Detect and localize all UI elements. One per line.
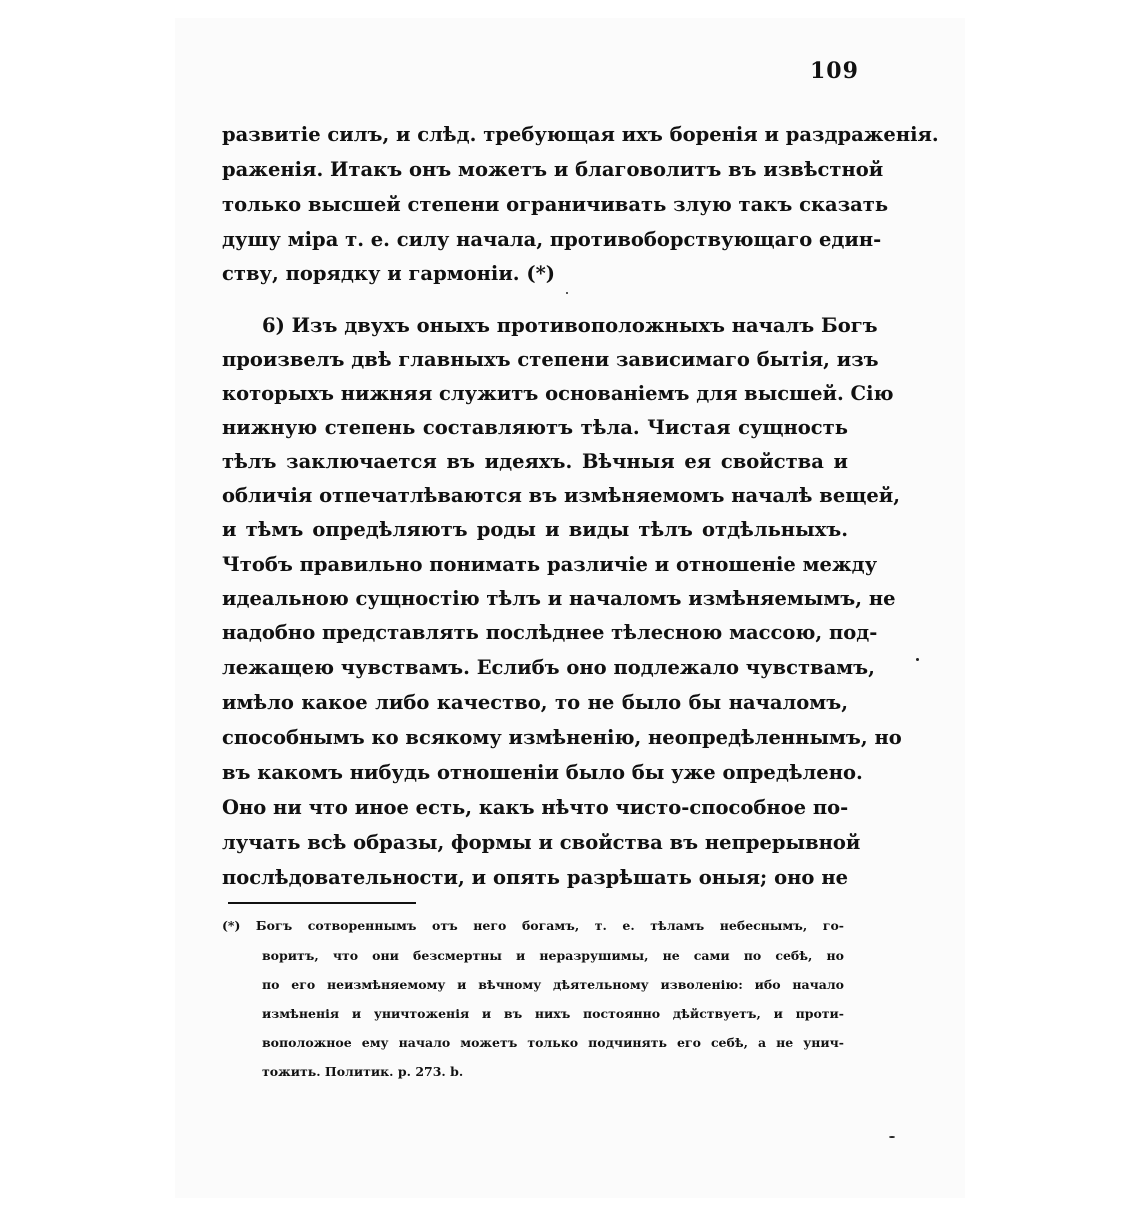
- text-line: имѣло какое либо качество, то не было бы началомъ,: [222, 691, 848, 714]
- text-line: раженія. Итакъ онъ можетъ и благоволитъ въ извѣстной: [222, 158, 884, 181]
- text-line: въ какомъ нибудь отношеніи было бы уже опредѣлено.: [222, 761, 863, 784]
- text-line: ству, порядку и гармоніи. (*): [222, 262, 556, 285]
- scan-speck: [916, 658, 919, 661]
- text-line: которыхъ нижняя служитъ основаніемъ для высшей. Сію: [222, 382, 894, 405]
- text-line: обличія отпечатлѣваются въ измѣняемомъ началѣ вещей,: [222, 484, 900, 507]
- scan-speck: [889, 1136, 895, 1138]
- text-line: лучать всѣ образы, формы и свойства въ непрерывной: [222, 831, 861, 854]
- footnote-line: тожить. Политик. p. 273. b.: [262, 1064, 464, 1079]
- text-line: способнымъ ко всякому измѣненію, неопредѣленнымъ, но: [222, 726, 902, 749]
- footnote-line: (*) Богъ сотвореннымъ отъ него богамъ, т. е. тѣламъ небеснымъ, го-: [222, 918, 844, 933]
- text-line: тѣлъ заключается въ идеяхъ. Вѣчныя ея свойства и: [222, 450, 848, 473]
- text-line: и тѣмъ опредѣляютъ роды и виды тѣлъ отдѣльныхъ.: [222, 518, 848, 541]
- footnote-line: воположное ему начало можетъ только подчинять его себѣ, а не унич-: [262, 1035, 844, 1050]
- text-line: Оно ни что иное есть, какъ нѣчто чисто-способное по-: [222, 796, 849, 819]
- text-line: лежащею чувствамъ. Еслибъ оно подлежало чувствамъ,: [222, 656, 875, 679]
- scan-speck: [566, 292, 568, 294]
- text-line: 6) Изъ двухъ оныхъ противоположныхъ началъ Богъ: [262, 314, 878, 337]
- footnote-line: измѣненія и уничтоженія и въ нихъ постоянно дѣйствуетъ, и проти-: [262, 1006, 844, 1021]
- text-line: только высшей степени ограничивать злую такъ сказать: [222, 193, 889, 216]
- page-number: 109: [810, 58, 859, 84]
- text-line: развитіе силъ, и слѣд. требующая ихъ боренія и раздраженія.: [222, 123, 939, 146]
- text-line: произвелъ двѣ главныхъ степени зависимаго бытія, изъ: [222, 348, 879, 371]
- footnote-line: воритъ, что они безсмертны и неразрушимы, не сами по себѣ, но: [262, 948, 844, 963]
- text-line: душу міра т. е. силу начала, противоборствующаго един-: [222, 228, 882, 251]
- text-line: надобно представлять послѣднее тѣлесною массою, под-: [222, 621, 878, 644]
- text-line: нижную степень составляютъ тѣла. Чистая сущность: [222, 416, 848, 439]
- text-line: идеальною сущностію тѣлъ и началомъ измѣняемымъ, не: [222, 587, 896, 610]
- text-line: Чтобъ правильно понимать различіе и отношеніе между: [222, 553, 878, 576]
- text-line: послѣдовательности, и опять разрѣшать оныя; оно не: [222, 866, 848, 889]
- footnote-line: по его неизмѣняемому и вѣчному дѣятельному изволенію: ибо начало: [262, 977, 844, 992]
- footnote-divider: [228, 902, 416, 904]
